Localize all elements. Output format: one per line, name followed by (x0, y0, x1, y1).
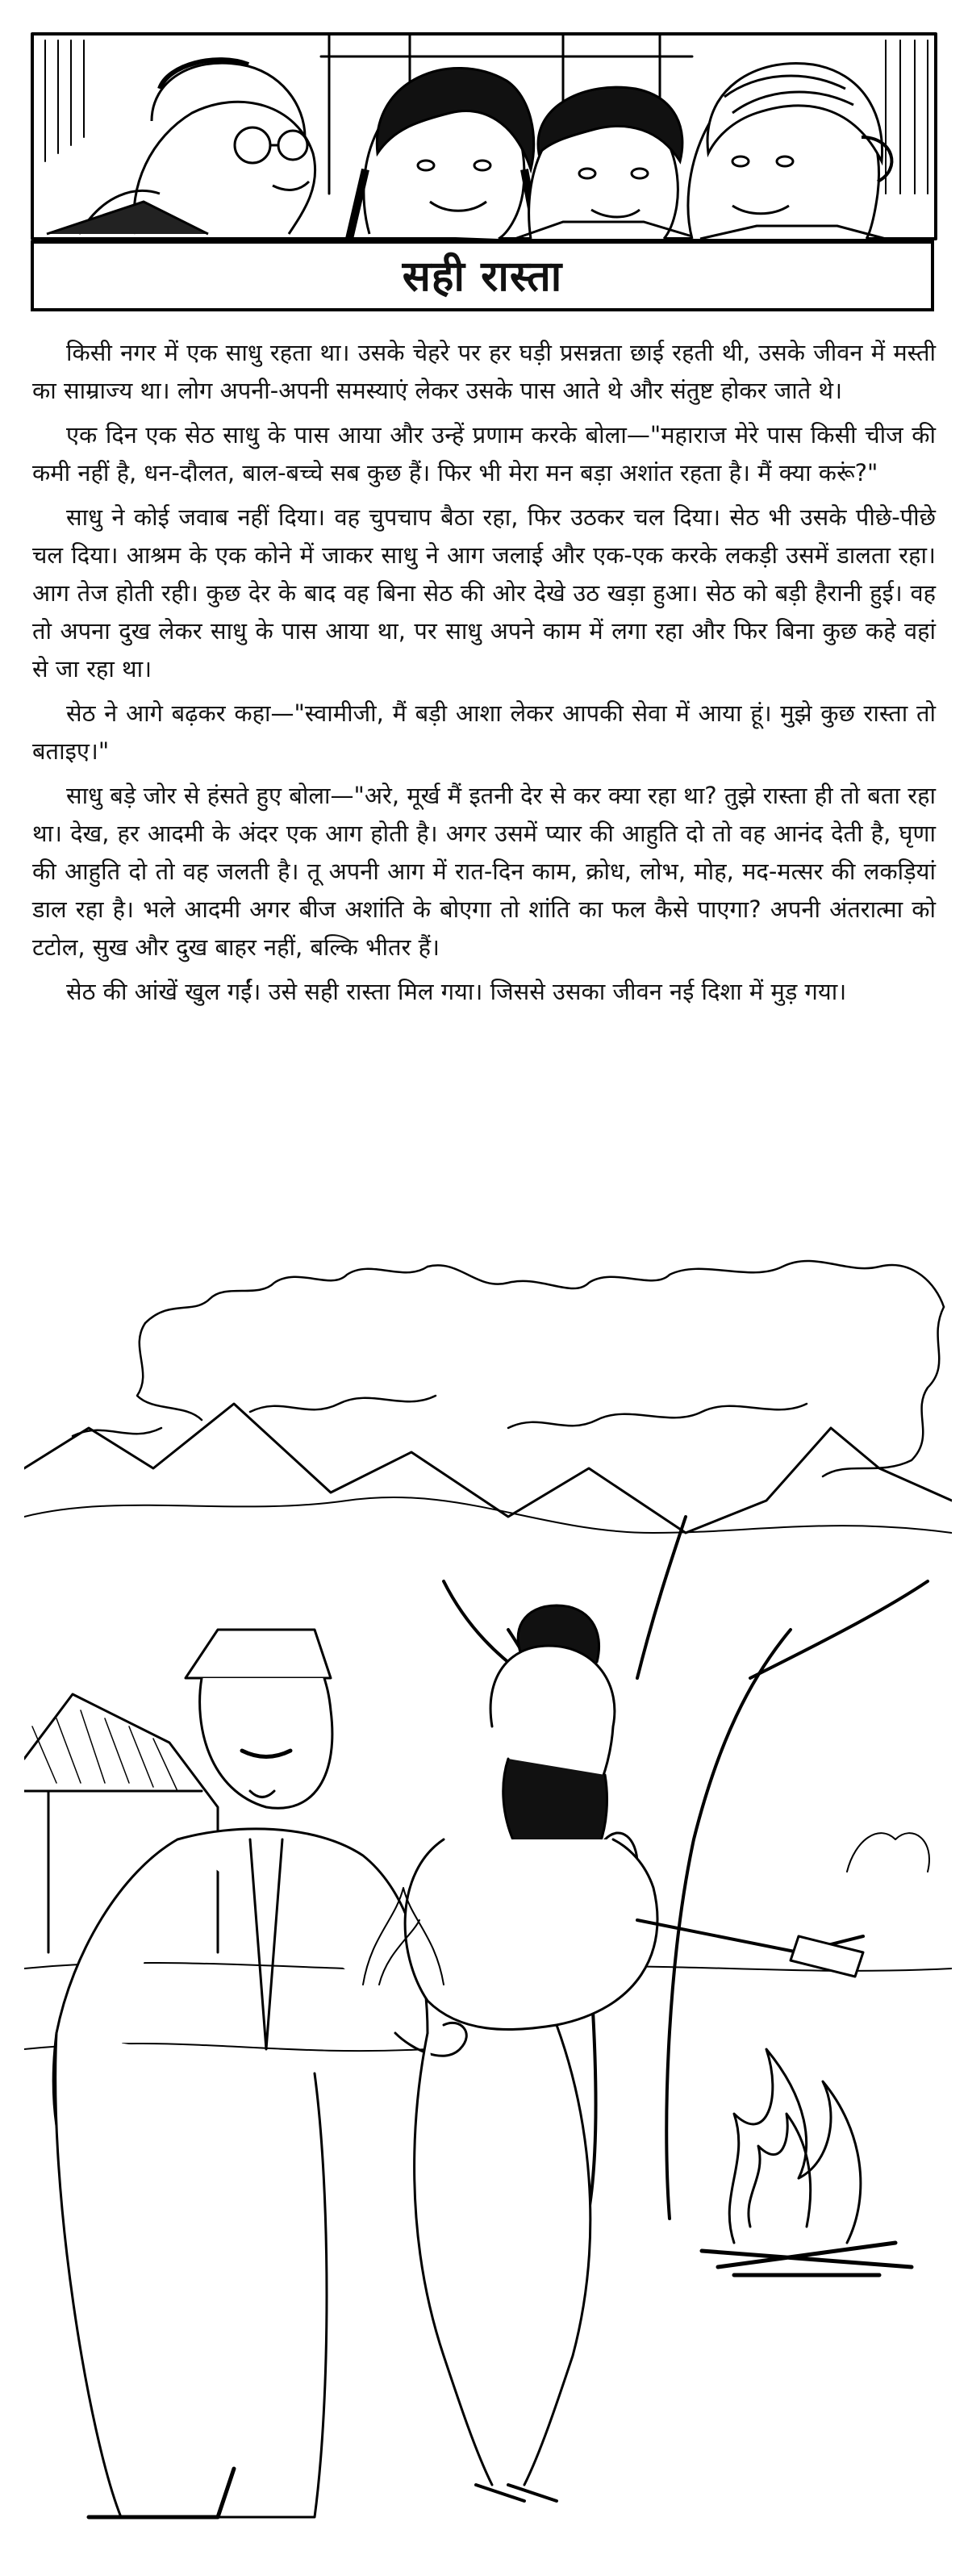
fire (702, 2049, 912, 2275)
story-title: सही रास्ता (402, 253, 563, 301)
main-illustration (24, 1226, 952, 2549)
old-man-figure (47, 60, 315, 234)
tree-foliage (73, 1261, 944, 1476)
mountains (24, 1404, 952, 1533)
paragraph-2: एक दिन एक सेठ साधु के पास आया और उन्हें प्रणाम करके बोला—"महाराज मेरे पास किसी चीज की कमी नहीं है, धन-दौलत, बाल-बच्चे सब कुछ हैं। फिर भी मेरा मन बड़ा अशांत रहता है। मैं क्या करूं?" (32, 421, 936, 486)
seth-figure (53, 1630, 466, 2517)
header-illustration (31, 32, 937, 240)
title-box (31, 240, 934, 311)
paragraph-4: सेठ ने आगे बढ़कर कहा—"स्वामीजी, मैं बड़ी आशा लेकर आपकी सेवा में आया हूं। मुझे कुछ रास्ता तो बताइए।" (32, 699, 936, 765)
paragraph-5: साधु बड़े जोर से हंसते हुए बोला—"अरे, मूर्ख मैं इतनी देर से कर क्या रहा था? तुझे रास्ता ही तो बता रहा था। देख, हर आदमी के अंदर एक आग होती है। अगर उसमें प्यार की आहुति दो तो वह आनंद देती है, घृणा की आहुति दो तो वह जलती है। तू अपनी आग में रात-दिन काम, क्रोध, लोभ, मोह, मद-मत्सर की लकड़ियां डाल रहा है। भले आदमी अगर बीज अशांति के बोएगा तो शांति का फल कैसे पाएगा? अपनी अंतरात्मा को टटोल, सुख और दुख बाहर नहीं, बल्कि भीतर हैं। (32, 782, 936, 961)
boy-figure (515, 87, 700, 239)
story-body (32, 334, 936, 1017)
paragraph-1: किसी नगर में एक साधु रहता था। उसके चेहरे पर हर घड़ी प्रसन्नता छाई रहती थी, उसके जीवन में मस्ती का साम्राज्य था। लोग अपनी-अपनी समस्याएं लेकर उसके पास आते थे और संतुष्ट होकर जाते थे। (32, 339, 936, 404)
girl-figure (349, 68, 537, 239)
old-woman-figure (688, 63, 891, 239)
paragraph-6: सेठ की आंखें खुल गईं। उसे सही रास्ता मिल गया। जिससे उसका जीवन नई दिशा में मुड़ गया। (66, 978, 847, 1005)
sadhu-figure (405, 1605, 863, 2501)
paragraph-3: साधु ने कोई जवाब नहीं दिया। वह चुपचाप बैठा रहा, फिर उठकर चल दिया। सेठ भी उसके पीछे-पीछे चल दिया। आश्रम के एक कोने में जाकर साधु ने आग जलाई और एक-एक करके लकड़ी उसमें डालता रहा। आग तेज होती रही। कुछ देर के बाद वह बिना सेठ की ओर देखे उठ खड़ा हुआ। सेठ को बड़ी हैरानी हुई। वह तो अपना दुख लेकर साधु के पास आया था, पर साधु अपने काम में लगा रहा और फिर बिना कुछ कहे वहां से जा रहा था। (32, 503, 936, 683)
